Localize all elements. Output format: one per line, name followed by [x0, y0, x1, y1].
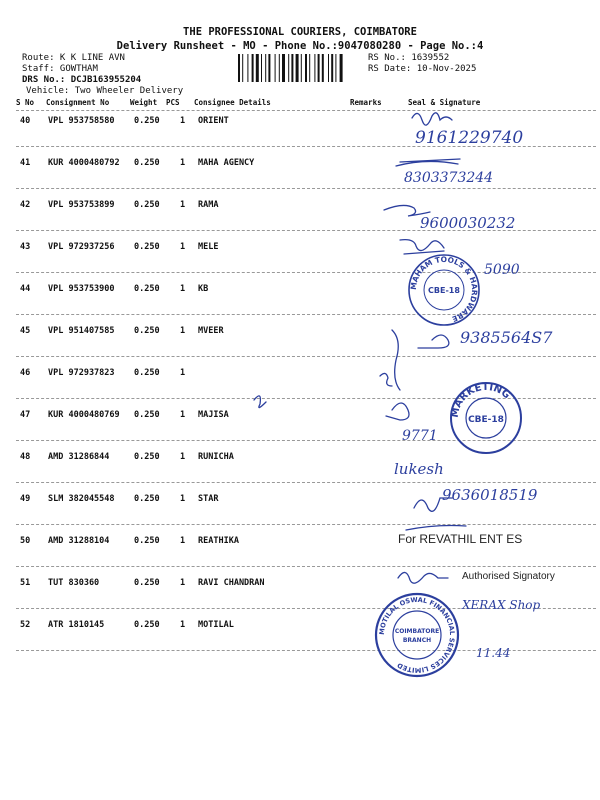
cell-pcs: 1: [180, 200, 186, 210]
col-sno: S No: [16, 98, 35, 107]
col-weight: Weight: [130, 98, 158, 107]
cell-consignment: KUR 4000480792: [48, 158, 120, 168]
cell-sno: 42: [20, 200, 31, 210]
cell-weight: 0.250: [134, 452, 160, 462]
hardware-seal-stamp: [406, 252, 482, 328]
cell-sno: 50: [20, 536, 31, 546]
cell-consignment: AMD 31288104: [48, 536, 110, 546]
cell-weight: 0.250: [134, 410, 160, 420]
motilal-stamp-city: COIMBATORE: [394, 628, 440, 635]
cell-sno: 45: [20, 326, 31, 336]
runsheet-subtitle: Delivery Runsheet - MO - Phone No.:9047080280 - Page No.:4: [116, 40, 484, 52]
cell-weight: 0.250: [134, 620, 160, 630]
cell-consignee: REATHIKA: [198, 536, 239, 546]
col-seal-signature: Seal & Signature: [408, 98, 481, 107]
cell-consignment: VPL 951407585: [48, 326, 115, 336]
col-consignment: Consignment No: [46, 98, 110, 107]
cell-consignment: TUT 830360: [48, 578, 100, 588]
motilal-seal-stamp: [374, 592, 460, 678]
handwritten-time-row52: 11.44: [476, 646, 511, 660]
signature-row50: [406, 526, 466, 531]
consignee-mark-row47: [254, 396, 266, 408]
cell-consignment: AMD 31286844: [48, 452, 110, 462]
cell-consignment: VPL 953753900: [48, 284, 115, 294]
cell-consignee: MVEER: [198, 326, 224, 336]
handwritten-phone-row45: 9385564S7: [460, 328, 553, 347]
cell-pcs: 1: [180, 158, 186, 168]
cell-consignment: KUR 4000480769: [48, 410, 120, 420]
cell-sno: 48: [20, 452, 31, 462]
route-label: Route: K K LINE AVN: [22, 53, 125, 63]
cell-sno: 43: [20, 242, 31, 252]
marketing-stamp-code: CBE-18: [468, 415, 504, 425]
cell-pcs: 1: [180, 620, 186, 630]
cell-consignee: MAJISA: [198, 410, 229, 420]
cell-weight: 0.250: [134, 242, 160, 252]
cell-weight: 0.250: [134, 536, 160, 546]
marketing-seal-stamp: [448, 380, 524, 456]
cell-consignment: ATR 1810145: [48, 620, 105, 630]
cell-sno: 40: [20, 116, 31, 126]
cell-weight: 0.250: [134, 158, 160, 168]
company-title: THE PROFESSIONAL COURIERS, COIMBATORE: [183, 26, 417, 38]
stamp-authorised-signatory: Authorised Signatory: [462, 571, 555, 582]
col-pcs: PCS: [166, 98, 180, 107]
cell-consignment: VPL 972937823: [48, 368, 115, 378]
handwritten-number-row47: 9771: [402, 428, 438, 444]
cell-sno: 49: [20, 494, 31, 504]
handwritten-phone-row44: 5090: [484, 262, 520, 278]
cell-pcs: 1: [180, 494, 186, 504]
stamp-for-line: For REVATHIL ENT ES: [398, 532, 523, 546]
cell-sno: 41: [20, 158, 31, 168]
cell-pcs: 1: [180, 578, 186, 588]
handwritten-phone-row40: 9161229740: [415, 128, 524, 148]
cell-weight: 0.250: [134, 116, 160, 126]
cell-consignee: RUNICHA: [198, 452, 234, 462]
col-consignee: Consignee Details: [194, 98, 271, 107]
cell-weight: 0.250: [134, 368, 160, 378]
cell-sno: 47: [20, 410, 31, 420]
cell-consignee: MAHA AGENCY: [198, 158, 255, 168]
cell-consignee: RAVI CHANDRAN: [198, 578, 265, 588]
cell-sno: 44: [20, 284, 31, 294]
cell-weight: 0.250: [134, 284, 160, 294]
signature-row51: [398, 572, 448, 583]
handwritten-phone-row41: 8303373244: [404, 170, 494, 186]
cell-consignee: KB: [198, 284, 209, 294]
cell-pcs: 1: [180, 452, 186, 462]
cell-pcs: 1: [180, 326, 186, 336]
motilal-stamp-branch: BRANCH: [402, 637, 432, 644]
handwritten-shop-row52: XERAX Shop: [462, 598, 541, 612]
signature-row47: [386, 403, 409, 420]
cell-sno: 52: [20, 620, 31, 630]
hardware-stamp-code: CBE-18: [428, 286, 460, 295]
handwritten-phone-row49: 9636018519: [442, 486, 538, 504]
handwritten-phone-row42: 9600030232: [420, 214, 516, 232]
cell-sno: 46: [20, 368, 31, 378]
cell-pcs: 1: [180, 536, 186, 546]
signature-row45-bracket: [392, 330, 400, 390]
staff-label: Staff: GOWTHAM: [22, 64, 98, 74]
cell-consignment: VPL 953753899: [48, 200, 115, 210]
vehicle-label: Vehicle: Two Wheeler Delivery: [26, 86, 184, 96]
signature-row45: [418, 335, 449, 348]
cell-consignee: MOTILAL: [198, 620, 234, 630]
cell-pcs: 1: [180, 116, 186, 126]
signature-row40: [412, 113, 452, 125]
signature-row41: [396, 159, 460, 166]
cell-pcs: 1: [180, 410, 186, 420]
cell-consignee: STAR: [198, 494, 219, 504]
drs-number: DRS No.: DCJB163955204: [22, 75, 142, 85]
cell-pcs: 1: [180, 368, 186, 378]
cell-weight: 0.250: [134, 200, 160, 210]
cell-consignment: SLM 382045548: [48, 494, 115, 504]
rs-number: RS No.: 1639552: [368, 53, 450, 63]
cell-pcs: 1: [180, 242, 186, 252]
cell-weight: 0.250: [134, 494, 160, 504]
cell-consignee: MELE: [198, 242, 219, 252]
hardware-stamp-text: MAHAM TOOLS & HARDWARE: [408, 254, 480, 324]
svg-text:MARKETING: [450, 382, 512, 419]
cell-consignee: ORIENT: [198, 116, 229, 126]
cell-pcs: 1: [180, 284, 186, 294]
col-remarks: Remarks: [350, 98, 382, 107]
cell-weight: 0.250: [134, 578, 160, 588]
marketing-stamp-text: MARKETING: [449, 381, 512, 419]
rs-date: RS Date: 10-Nov-2025: [368, 64, 477, 74]
motilal-stamp-text: MOTILAL OSWAL FINANCIAL SERVICES LIMITED: [377, 595, 457, 675]
cell-sno: 51: [20, 578, 31, 588]
handwritten-signature-row48: lukesh: [394, 460, 444, 478]
cell-consignment: VPL 972937256: [48, 242, 115, 252]
cell-consignment: VPL 953758580: [48, 116, 115, 126]
cell-consignee: RAMA: [198, 200, 219, 210]
signature-row46: [380, 373, 392, 386]
cell-weight: 0.250: [134, 326, 160, 336]
